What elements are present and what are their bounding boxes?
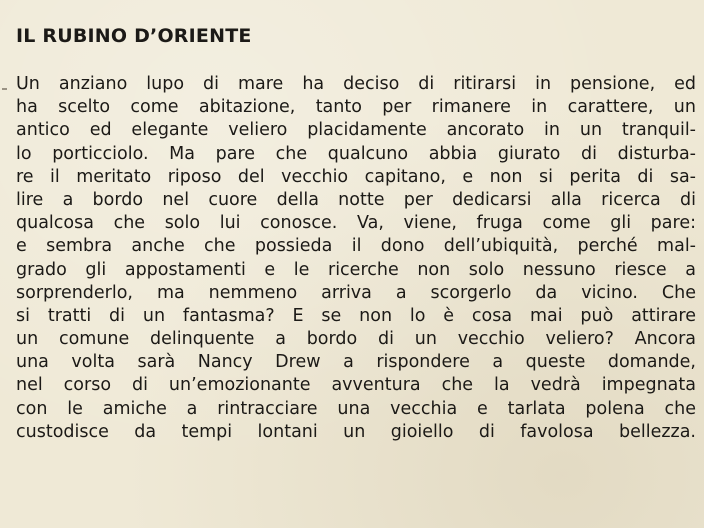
text-line: grado gli appostamenti e le ricerche non solo nessuno riesce a — [16, 259, 696, 280]
text-line: e sembra anche che possieda il dono dell’ubiquità, perché mal- — [16, 236, 696, 257]
margin-mark — [2, 88, 7, 90]
text-line: qualcosa che solo lui conosce. Va, viene, fruga come gli pare: — [16, 213, 696, 234]
page-title: IL RUBINO D’ORIENTE — [16, 25, 252, 47]
text-line: ha scelto come abitazione, tanto per rimanere in carattere, un — [16, 97, 696, 118]
text-line: Un anziano lupo di mare ha deciso di ritirarsi in pensione, ed — [16, 74, 696, 94]
text-line: sorprenderlo, ma nemmeno arriva a scorgerlo da vicino. Che — [16, 282, 696, 303]
text-line: custodisce da tempi lontani un gioiello di favolosa bellezza. — [16, 421, 696, 442]
text-line: con le amiche a rintracciare una vecchia e tarlata polena che — [16, 398, 696, 419]
text-line: si tratti di un fantasma? E se non lo è cosa mai può attirare — [16, 305, 696, 326]
text-line: un comune delinquente a bordo di un vecchio veliero? Ancora — [16, 329, 696, 350]
synopsis-paragraph — [16, 73, 696, 444]
text-line: una volta sarà Nancy Drew a rispondere a queste domande, — [16, 352, 696, 373]
text-line: lire a bordo nel cuore della notte per dedicarsi alla ricerca di — [16, 189, 696, 210]
text-line: antico ed elegante veliero placidamente ancorato in un tranquil- — [16, 120, 696, 141]
text-line: lo porticciolo. Ma pare che qualcuno abbia giurato di disturba- — [16, 143, 696, 164]
text-line: nel corso di un’emozionante avventura che la vedrà impegnata — [16, 375, 696, 396]
text-line: re il meritato riposo del vecchio capitano, e non si perita di sa- — [16, 166, 696, 187]
